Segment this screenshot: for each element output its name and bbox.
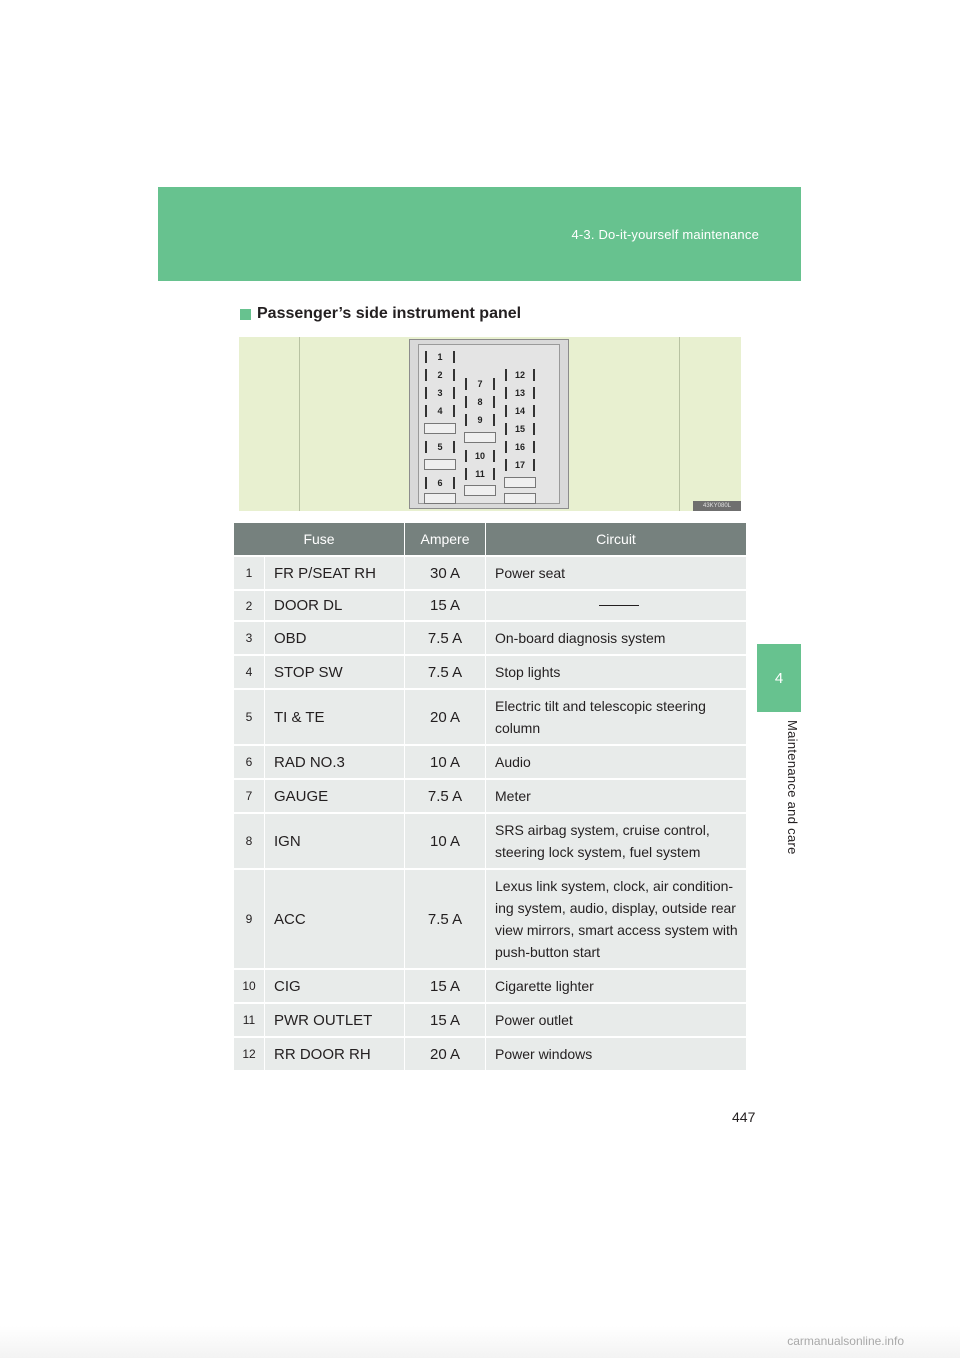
- fuse-circuit: Cigarette lighter: [486, 969, 747, 1003]
- column-header-fuse: Fuse: [234, 523, 405, 556]
- table-row: [234, 556, 746, 590]
- fuse-number: 5: [234, 689, 265, 745]
- table-row: [234, 621, 746, 655]
- fuse-circuit: SRS airbag system, cruise control, steering lock system, fuel system: [486, 813, 747, 869]
- empty-slot: [504, 477, 536, 488]
- fuse-circuit: Power windows: [486, 1037, 747, 1070]
- not-used-dash: [599, 605, 639, 606]
- empty-slot: [504, 493, 536, 504]
- panel-edge-line: [299, 337, 300, 511]
- fuse-name: PWR OUTLET: [265, 1003, 405, 1037]
- fuse-circuit: [486, 590, 747, 621]
- fuse-slot-17: 17: [505, 459, 535, 471]
- fuse-circuit: Power seat: [486, 556, 747, 590]
- table-row: [234, 1037, 746, 1070]
- fuse-box-diagram: [239, 337, 741, 511]
- fuse-panel-inner: [418, 344, 560, 504]
- fuse-table: [234, 523, 746, 1070]
- watermark: [0, 1326, 960, 1358]
- header-band: [158, 187, 801, 281]
- fuse-slot-7: 7: [465, 378, 495, 390]
- table-row: [234, 869, 746, 969]
- fuse-ampere: 7.5 A: [405, 869, 486, 969]
- fuse-slot-4: 4: [425, 405, 455, 417]
- empty-slot: [424, 459, 456, 470]
- fuse-number: 12: [234, 1037, 265, 1070]
- fuse-circuit: Stop lights: [486, 655, 747, 689]
- table-row: [234, 813, 746, 869]
- empty-slot: [464, 432, 496, 443]
- table-header-row: [234, 523, 746, 556]
- column-header-ampere: Ampere: [405, 523, 486, 556]
- fuse-number: 4: [234, 655, 265, 689]
- fuse-slot-3: 3: [425, 387, 455, 399]
- fuse-slot-16: 16: [505, 441, 535, 453]
- chapter-tab: [757, 644, 801, 712]
- fuse-slot-8: 8: [465, 396, 495, 408]
- fuse-slot-10: 10: [465, 450, 495, 462]
- fuse-circuit: Power outlet: [486, 1003, 747, 1037]
- fuse-slot-14: 14: [505, 405, 535, 417]
- table-row: [234, 779, 746, 813]
- watermark-text: carmanualsonline.info: [787, 1334, 904, 1348]
- table-row: [234, 655, 746, 689]
- page-number: 447: [732, 1109, 756, 1125]
- fuse-ampere: 7.5 A: [405, 655, 486, 689]
- fuse-circuit: Meter: [486, 779, 747, 813]
- fuse-circuit: Audio: [486, 745, 747, 779]
- fuse-slot-12: 12: [505, 369, 535, 381]
- empty-slot: [424, 493, 456, 504]
- fuse-name: CIG: [265, 969, 405, 1003]
- fuse-name: STOP SW: [265, 655, 405, 689]
- fuse-slot-1: 1: [425, 351, 455, 363]
- fuse-name: DOOR DL: [265, 590, 405, 621]
- section-heading: [240, 305, 521, 323]
- diagram-code: 43KY080L: [693, 501, 741, 511]
- fuse-number: 3: [234, 621, 265, 655]
- fuse-ampere: 15 A: [405, 590, 486, 621]
- empty-slot: [424, 423, 456, 434]
- fuse-circuit: Electric tilt and telescopic steering column: [486, 689, 747, 745]
- fuse-slot-15: 15: [505, 423, 535, 435]
- fuse-number: 9: [234, 869, 265, 969]
- section-label: 4-3. Do-it-yourself maintenance: [571, 227, 759, 242]
- square-bullet-icon: [240, 309, 251, 320]
- table-row: [234, 590, 746, 621]
- fuse-name: GAUGE: [265, 779, 405, 813]
- table-row: [234, 689, 746, 745]
- fuse-ampere: 20 A: [405, 689, 486, 745]
- fuse-circuit: Lexus link system, clock, air condition-ing system, audio, display, outside rear view mirrors, smart access system with push-button start: [486, 869, 747, 969]
- column-header-circuit: Circuit: [486, 523, 747, 556]
- fuse-name: IGN: [265, 813, 405, 869]
- table-row: [234, 1003, 746, 1037]
- fuse-number: 2: [234, 590, 265, 621]
- fuse-number: 8: [234, 813, 265, 869]
- fuse-ampere: 30 A: [405, 556, 486, 590]
- fuse-slot-13: 13: [505, 387, 535, 399]
- fuse-number: 10: [234, 969, 265, 1003]
- table-row: [234, 745, 746, 779]
- fuse-ampere: 20 A: [405, 1037, 486, 1070]
- fuse-slot-9: 9: [465, 414, 495, 426]
- chapter-title: Maintenance and care: [785, 720, 800, 855]
- fuse-panel: [409, 339, 569, 509]
- panel-edge-line: [679, 337, 680, 511]
- fuse-name: OBD: [265, 621, 405, 655]
- fuse-ampere: 7.5 A: [405, 621, 486, 655]
- fuse-name: RAD NO.3: [265, 745, 405, 779]
- fuse-ampere: 7.5 A: [405, 779, 486, 813]
- fuse-number: 1: [234, 556, 265, 590]
- section-heading-text: Passenger’s side instrument panel: [257, 305, 522, 322]
- fuse-slot-11: 11: [465, 468, 495, 480]
- fuse-ampere: 15 A: [405, 969, 486, 1003]
- fuse-name: TI & TE: [265, 689, 405, 745]
- fuse-name: RR DOOR RH: [265, 1037, 405, 1070]
- fuse-name: ACC: [265, 869, 405, 969]
- table-row: [234, 969, 746, 1003]
- fuse-name: FR P/SEAT RH: [265, 556, 405, 590]
- fuse-ampere: 10 A: [405, 745, 486, 779]
- fuse-slot-5: 5: [425, 441, 455, 453]
- chapter-number: 4: [774, 669, 784, 687]
- empty-slot: [464, 485, 496, 496]
- fuse-circuit: On-board diagnosis system: [486, 621, 747, 655]
- fuse-number: 6: [234, 745, 265, 779]
- fuse-slot-6: 6: [425, 477, 455, 489]
- fuse-ampere: 15 A: [405, 1003, 486, 1037]
- fuse-number: 7: [234, 779, 265, 813]
- fuse-slot-2: 2: [425, 369, 455, 381]
- fuse-ampere: 10 A: [405, 813, 486, 869]
- fuse-number: 11: [234, 1003, 265, 1037]
